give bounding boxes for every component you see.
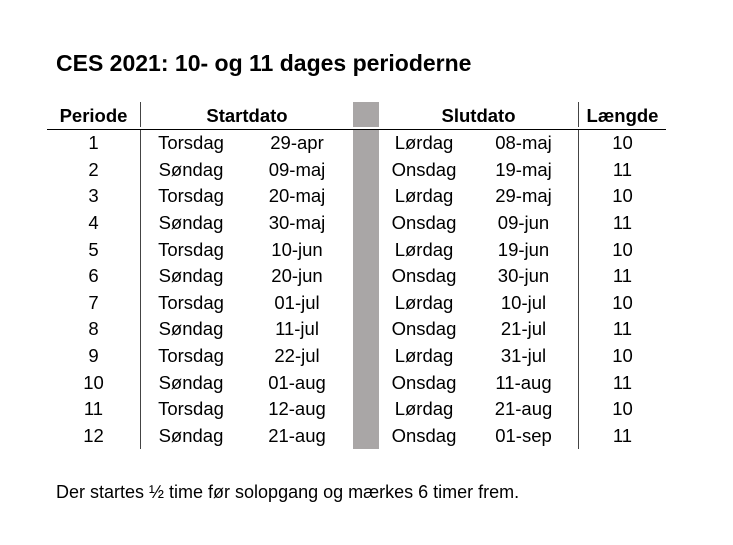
cell-start-day: Søndag bbox=[158, 212, 224, 234]
cell-end-day: Lørdag bbox=[394, 398, 454, 420]
separator-cell bbox=[353, 369, 379, 396]
separator-cell bbox=[353, 343, 379, 370]
cell-laengde: 11 bbox=[612, 424, 633, 446]
periods-table bbox=[47, 102, 666, 449]
separator-cell bbox=[353, 396, 379, 423]
cell-periode: 11 bbox=[47, 396, 141, 423]
table-row bbox=[47, 343, 666, 370]
cell-end-date: 21-jul bbox=[469, 316, 579, 343]
cell-start-date: 20-maj bbox=[268, 185, 326, 207]
table-row bbox=[47, 130, 666, 157]
header-startdato: Startdato bbox=[206, 105, 288, 126]
cell-end-day: Onsdag bbox=[391, 371, 457, 393]
cell-start-date: 30-maj bbox=[268, 212, 326, 234]
cell-end-date: 10-jul bbox=[469, 290, 579, 317]
cell-laengde: 10 bbox=[612, 132, 633, 154]
separator-cell bbox=[353, 157, 379, 184]
cell-laengde: 11 bbox=[612, 212, 633, 234]
cell-end-day: Onsdag bbox=[391, 424, 457, 446]
cell-end-day: Lørdag bbox=[394, 291, 454, 313]
header-laengde: Længde bbox=[586, 105, 659, 126]
cell-end-date: 29-maj bbox=[469, 183, 579, 210]
cell-start-date: 01-jul bbox=[274, 291, 320, 313]
cell-periode: 8 bbox=[47, 316, 141, 343]
cell-laengde: 11 bbox=[612, 265, 633, 287]
cell-periode: 2 bbox=[47, 157, 141, 184]
cell-start-date: 10-jun bbox=[271, 238, 323, 260]
table-row bbox=[47, 183, 666, 210]
cell-end-day: Onsdag bbox=[391, 212, 457, 234]
footnote: Der startes ½ time før solopgang og mærkes 6 timer frem. bbox=[56, 482, 520, 502]
cell-start-day: Torsdag bbox=[158, 238, 224, 260]
cell-end-date: 19-jun bbox=[469, 236, 579, 263]
separator-cell bbox=[353, 263, 379, 290]
cell-periode: 12 bbox=[47, 423, 141, 450]
cell-periode: 4 bbox=[47, 210, 141, 237]
table-row bbox=[47, 396, 666, 423]
cell-start-date: 11-jul bbox=[275, 318, 319, 340]
cell-start-date: 29-apr bbox=[270, 132, 324, 154]
cell-start-day: Torsdag bbox=[158, 132, 224, 154]
cell-start-date: 01-aug bbox=[268, 371, 326, 393]
table-row bbox=[47, 423, 666, 450]
cell-periode: 1 bbox=[47, 130, 141, 157]
cell-end-date: 09-jun bbox=[469, 210, 579, 237]
separator-cell bbox=[353, 236, 379, 263]
separator-column bbox=[353, 102, 379, 127]
table-row bbox=[47, 263, 666, 290]
cell-end-date: 01-sep bbox=[469, 423, 579, 450]
cell-start-date: 22-jul bbox=[274, 345, 320, 367]
cell-laengde: 10 bbox=[612, 185, 633, 207]
header-periode: Periode bbox=[47, 102, 141, 127]
cell-start-day: Søndag bbox=[158, 265, 224, 287]
cell-start-day: Søndag bbox=[158, 158, 224, 180]
cell-end-date: 21-aug bbox=[469, 396, 579, 423]
cell-periode: 6 bbox=[47, 263, 141, 290]
table-row bbox=[47, 369, 666, 396]
cell-end-date: 08-maj bbox=[469, 130, 579, 157]
cell-start-day: Torsdag bbox=[158, 398, 224, 420]
cell-end-day: Onsdag bbox=[391, 265, 457, 287]
cell-start-day: Søndag bbox=[158, 424, 224, 446]
cell-start-day: Søndag bbox=[158, 371, 224, 393]
cell-laengde: 10 bbox=[612, 238, 633, 260]
cell-start-day: Søndag bbox=[158, 318, 224, 340]
separator-cell bbox=[353, 423, 379, 450]
cell-end-day: Lørdag bbox=[394, 345, 454, 367]
cell-start-date: 21-aug bbox=[268, 424, 326, 446]
table-body bbox=[47, 130, 666, 449]
cell-end-date: 31-jul bbox=[469, 343, 579, 370]
cell-end-date: 11-aug bbox=[469, 369, 579, 396]
page-title: CES 2021: 10- og 11 dages perioderne bbox=[56, 50, 472, 76]
table-row bbox=[47, 316, 666, 343]
cell-periode: 9 bbox=[47, 343, 141, 370]
table-row bbox=[47, 210, 666, 237]
cell-laengde: 11 bbox=[612, 158, 633, 180]
cell-end-day: Lørdag bbox=[394, 238, 454, 260]
cell-end-day: Lørdag bbox=[394, 185, 454, 207]
cell-laengde: 10 bbox=[612, 398, 633, 420]
separator-cell bbox=[353, 183, 379, 210]
table-row bbox=[47, 290, 666, 317]
cell-start-day: Torsdag bbox=[158, 185, 224, 207]
cell-start-date: 20-jun bbox=[271, 265, 323, 287]
separator-cell bbox=[353, 210, 379, 237]
cell-periode: 7 bbox=[47, 290, 141, 317]
separator-cell bbox=[353, 130, 379, 157]
cell-end-day: Onsdag bbox=[391, 158, 457, 180]
cell-laengde: 11 bbox=[612, 371, 633, 393]
cell-start-day: Torsdag bbox=[158, 291, 224, 313]
table-header-row bbox=[47, 102, 666, 130]
cell-laengde: 10 bbox=[612, 345, 633, 367]
cell-start-date: 12-aug bbox=[268, 398, 326, 420]
cell-laengde: 11 bbox=[612, 318, 633, 340]
cell-laengde: 10 bbox=[612, 291, 633, 313]
cell-start-day: Torsdag bbox=[158, 345, 224, 367]
cell-end-day: Onsdag bbox=[391, 318, 457, 340]
cell-start-date: 09-maj bbox=[268, 158, 326, 180]
cell-periode: 10 bbox=[47, 369, 141, 396]
separator-cell bbox=[353, 290, 379, 317]
separator-cell bbox=[353, 316, 379, 343]
cell-periode: 5 bbox=[47, 236, 141, 263]
table-row bbox=[47, 157, 666, 184]
cell-end-date: 19-maj bbox=[469, 157, 579, 184]
table-row bbox=[47, 236, 666, 263]
cell-end-date: 30-jun bbox=[469, 263, 579, 290]
cell-end-day: Lørdag bbox=[394, 132, 454, 154]
cell-periode: 3 bbox=[47, 183, 141, 210]
header-slutdato: Slutdato bbox=[379, 102, 579, 127]
